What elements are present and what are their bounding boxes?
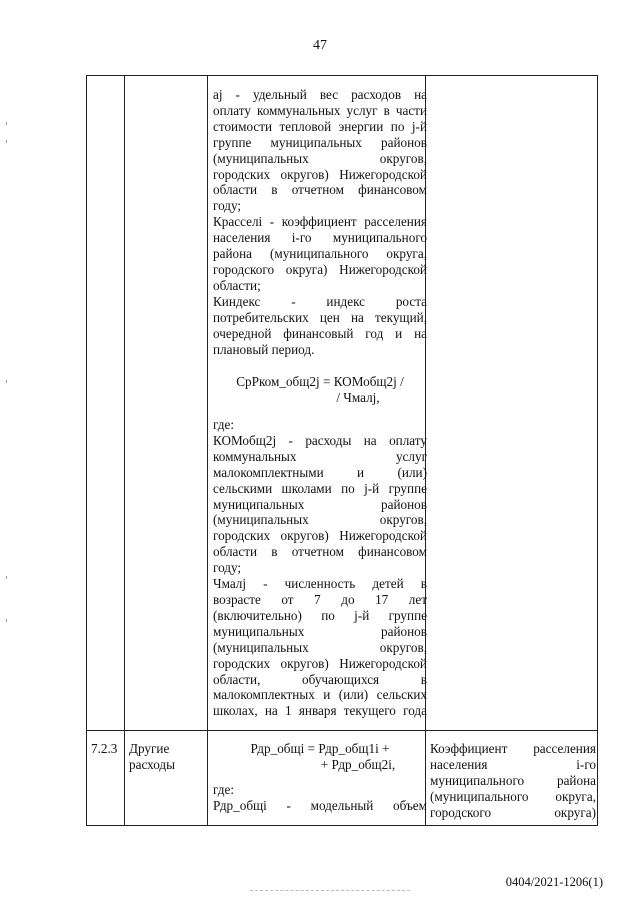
- text-line: муниципальных районов: [213, 623, 427, 639]
- table-row-divider: [86, 730, 598, 731]
- text-line: плановый период.: [213, 341, 315, 357]
- text-line: населения i-го: [430, 756, 596, 772]
- text-line: области в отчетном финансовом: [213, 544, 427, 560]
- text-line: где:: [213, 782, 234, 797]
- text-line: году;: [213, 560, 242, 576]
- table-column-divider-2: [207, 75, 208, 826]
- row1-description-top: [213, 87, 427, 357]
- table-border-bottom: [86, 825, 598, 826]
- text-line: коммунальных услуг: [213, 448, 427, 464]
- formula-line-1: СрРком_общ2j = КОМобщ2j /: [236, 374, 404, 389]
- row2-name: [129, 741, 205, 773]
- row1-formula: [213, 374, 427, 406]
- text-line: Красселi - коэффициент расселения: [213, 214, 427, 230]
- text-line: городского округа): [430, 804, 596, 820]
- text-line: (включительно) по j-й группе: [213, 607, 427, 623]
- text-line: муниципального района: [430, 772, 596, 788]
- row2-number: 7.2.3: [91, 741, 118, 756]
- text-line: сельскими школами по j-й группе: [213, 480, 427, 496]
- text-line: стоимости тепловой энергии по j-й: [213, 118, 427, 134]
- text-line: городских округов) Нижегородской: [213, 655, 427, 671]
- text-line: оплату коммунальных услуг в части: [213, 102, 427, 118]
- text-line: Коэффициент расселения: [430, 741, 596, 756]
- text-line: (муниципального округа,: [430, 788, 596, 804]
- text-line: школах, на 1 января текущего года: [213, 703, 427, 719]
- text-line: района (муниципального округа,: [213, 246, 427, 262]
- text-line: (муниципальных округов,: [213, 512, 427, 528]
- row2-right-cell: [430, 741, 596, 821]
- text-line: малокомплектными и (или): [213, 464, 427, 480]
- text-line: области;: [213, 277, 261, 293]
- table-border-top: [86, 75, 598, 76]
- text-line: городских округов) Нижегородской: [213, 166, 427, 182]
- document-table: [86, 75, 598, 826]
- formula-line-2: / Чмалj,: [336, 389, 380, 405]
- text-line: потребительских цен на текущий,: [213, 309, 427, 325]
- text-line: КОМобщ2j - расходы на оплату: [213, 432, 427, 448]
- table-column-divider-1: [124, 75, 125, 826]
- text-line: населения i-го муниципального: [213, 230, 427, 246]
- text-line: возрасте от 7 до 17 лет: [213, 591, 427, 607]
- edge-mark: [6, 576, 7, 579]
- row2-formula: [213, 741, 427, 773]
- text-line: Киндекс - индекс роста: [213, 293, 427, 309]
- text-line: группе муниципальных районов: [213, 134, 427, 150]
- text-line: городских округов) Нижегородской: [213, 528, 427, 544]
- table-border-left: [86, 75, 87, 826]
- text-line: области в отчетном финансовом: [213, 182, 427, 198]
- text-line: городского округа) Нижегородской: [213, 261, 427, 277]
- text-line: (муниципальных округов,: [213, 639, 427, 655]
- row2-name-line-1: Другие: [129, 741, 170, 756]
- text-line: Чмалj - численность детей в: [213, 576, 427, 592]
- row1-description-bottom: [213, 417, 427, 719]
- text-line: муниципальных районов: [213, 496, 427, 512]
- document-code: 0404/2021-1206(1): [505, 875, 603, 889]
- text-line: области, обучающихся в: [213, 671, 427, 687]
- text-line: где:: [213, 417, 234, 432]
- text-line: aj - удельный вес расходов на: [213, 87, 427, 102]
- edge-mark: [6, 619, 7, 622]
- scan-artifact: [250, 890, 410, 892]
- text-line: малокомплектных и (или) сельских: [213, 687, 427, 703]
- text-line: очередной финансовый год и на: [213, 325, 427, 341]
- text-line: Рдр_общi - модельный объем: [213, 797, 427, 813]
- page-number: 47: [313, 38, 327, 53]
- row2-name-line-2: расходы: [129, 756, 176, 772]
- text-line: (муниципальных округов,: [213, 150, 427, 166]
- table-border-right: [597, 75, 598, 826]
- row2-formula-line-2: + Рдр_общ2i,: [320, 756, 396, 772]
- text-line: году;: [213, 198, 242, 214]
- row2-formula-line-1: Рдр_общi = Рдр_общ1i +: [250, 741, 390, 756]
- row2-description: [213, 782, 427, 814]
- edge-mark: [6, 122, 7, 125]
- edge-mark: [6, 140, 7, 143]
- edge-mark: [6, 380, 7, 383]
